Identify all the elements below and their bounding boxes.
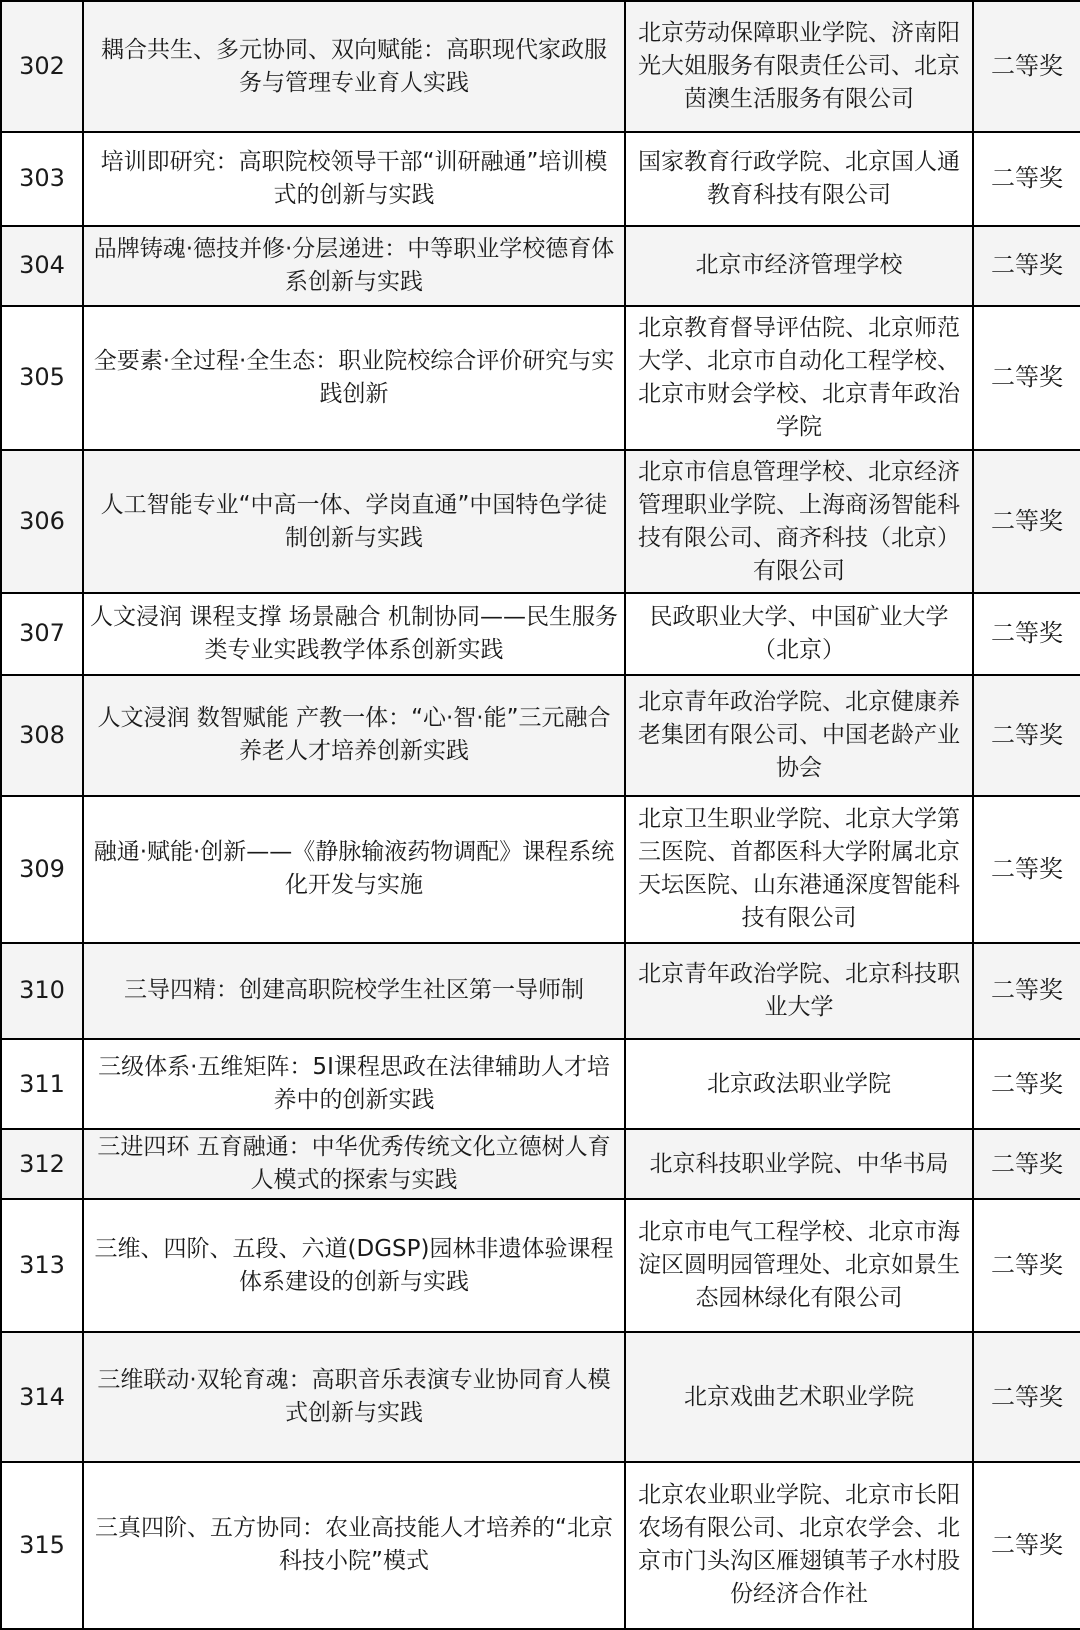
award-level: 二等奖 (973, 1129, 1080, 1199)
row-number: 302 (1, 1, 83, 132)
institutions: 北京市信息管理学校、北京经济管理职业学院、上海商汤智能科技有限公司、商齐科技（北京）有限公司 (625, 450, 973, 593)
award-level: 二等奖 (973, 1039, 1080, 1129)
institutions: 北京科技职业学院、中华书局 (625, 1129, 973, 1199)
table-row (1, 306, 1080, 451)
table-row (1, 1199, 1080, 1332)
table-row (1, 132, 1080, 225)
project-title: 培训即研究：高职院校领导干部“训研融通”培训模式的创新与实践 (83, 132, 625, 225)
award-level: 二等奖 (973, 1, 1080, 132)
institutions: 北京青年政治学院、北京健康养老集团有限公司、中国老龄产业协会 (625, 675, 973, 796)
table-row (1, 1, 1080, 132)
row-number: 310 (1, 943, 83, 1039)
project-title: 品牌铸魂·德技并修·分层递进：中等职业学校德育体系创新与实践 (83, 226, 625, 306)
project-title: 三真四阶、五方协同：农业高技能人才培养的“北京科技小院”模式 (83, 1462, 625, 1629)
row-number: 306 (1, 450, 83, 593)
award-level: 二等奖 (973, 1332, 1080, 1461)
award-level: 二等奖 (973, 593, 1080, 675)
institutions: 北京市电气工程学校、北京市海淀区圆明园管理处、北京如景生态园林绿化有限公司 (625, 1199, 973, 1332)
institutions: 北京农业职业学院、北京市长阳农场有限公司、北京农学会、北京市门头沟区雁翅镇苇子水村股份经济合作社 (625, 1462, 973, 1629)
row-number: 305 (1, 306, 83, 451)
award-level: 二等奖 (973, 306, 1080, 451)
project-title: 人文浸润 课程支撑 场景融合 机制协同——民生服务类专业实践教学体系创新实践 (83, 593, 625, 675)
row-number: 309 (1, 796, 83, 943)
table-row (1, 593, 1080, 675)
row-number: 311 (1, 1039, 83, 1129)
project-title: 三级体系·五维矩阵：5I课程思政在法律辅助人才培养中的创新实践 (83, 1039, 625, 1129)
institutions: 北京劳动保障职业学院、济南阳光大姐服务有限责任公司、北京茵澳生活服务有限公司 (625, 1, 973, 132)
award-level: 二等奖 (973, 1462, 1080, 1629)
institutions: 北京教育督导评估院、北京师范大学、北京市自动化工程学校、北京市财会学校、北京青年政治学院 (625, 306, 973, 451)
project-title: 三维联动·双轮育魂：高职音乐表演专业协同育人模式创新与实践 (83, 1332, 625, 1461)
table-row (1, 1332, 1080, 1461)
row-number: 307 (1, 593, 83, 675)
institutions: 北京政法职业学院 (625, 1039, 973, 1129)
row-number: 314 (1, 1332, 83, 1461)
institutions: 民政职业大学、中国矿业大学（北京） (625, 593, 973, 675)
table-row (1, 943, 1080, 1039)
project-title: 人文浸润 数智赋能 产教一体：“心·智·能”三元融合养老人才培养创新实践 (83, 675, 625, 796)
row-number: 308 (1, 675, 83, 796)
project-title: 三维、四阶、五段、六道(DGSP)园林非遗体验课程体系建设的创新与实践 (83, 1199, 625, 1332)
table-row (1, 226, 1080, 306)
award-level: 二等奖 (973, 943, 1080, 1039)
row-number: 304 (1, 226, 83, 306)
row-number: 303 (1, 132, 83, 225)
institutions: 北京青年政治学院、北京科技职业大学 (625, 943, 973, 1039)
award-level: 二等奖 (973, 132, 1080, 225)
project-title: 三进四环 五育融通：中华优秀传统文化立德树人育人模式的探索与实践 (83, 1129, 625, 1199)
project-title: 三导四精：创建高职院校学生社区第一导师制 (83, 943, 625, 1039)
table-row (1, 675, 1080, 796)
institutions: 北京卫生职业学院、北京大学第三医院、首都医科大学附属北京天坛医院、山东港通深度智能科技有限公司 (625, 796, 973, 943)
project-title: 全要素·全过程·全生态：职业院校综合评价研究与实践创新 (83, 306, 625, 451)
project-title: 融通·赋能·创新——《静脉输液药物调配》课程系统化开发与实施 (83, 796, 625, 943)
award-level: 二等奖 (973, 675, 1080, 796)
table-row (1, 796, 1080, 943)
project-title: 人工智能专业“中高一体、学岗直通”中国特色学徒制创新与实践 (83, 450, 625, 593)
award-level: 二等奖 (973, 1199, 1080, 1332)
row-number: 312 (1, 1129, 83, 1199)
table-row (1, 1039, 1080, 1129)
table-row (1, 1462, 1080, 1629)
institutions: 北京市经济管理学校 (625, 226, 973, 306)
award-level: 二等奖 (973, 450, 1080, 593)
table-row (1, 1129, 1080, 1199)
row-number: 315 (1, 1462, 83, 1629)
institutions: 国家教育行政学院、北京国人通教育科技有限公司 (625, 132, 973, 225)
table-row (1, 450, 1080, 593)
project-title: 耦合共生、多元协同、双向赋能：高职现代家政服务与管理专业育人实践 (83, 1, 625, 132)
institutions: 北京戏曲艺术职业学院 (625, 1332, 973, 1461)
row-number: 313 (1, 1199, 83, 1332)
award-level: 二等奖 (973, 226, 1080, 306)
award-level: 二等奖 (973, 796, 1080, 943)
